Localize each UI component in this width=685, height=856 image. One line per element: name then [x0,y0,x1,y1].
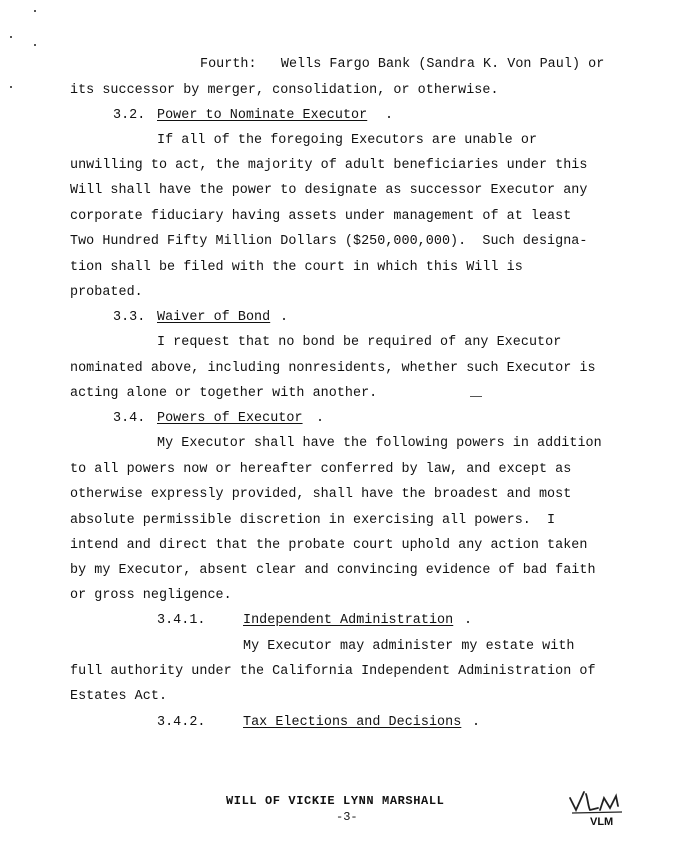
section-number: 3.4. [113,411,146,426]
heading-period: . [472,715,481,730]
section-number: 3.3. [113,310,146,325]
scan-speck [34,10,36,12]
paragraph-line: to all powers now or hereafter conferred by law, and except as [70,462,572,477]
scan-speck [34,44,36,46]
heading-period: . [280,310,289,325]
section-number: 3.4.1. [157,613,206,628]
section-heading: Power to Nominate Executor [157,108,368,123]
paragraph-line: My Executor may administer my estate with [243,639,575,654]
section-heading: Waiver of Bond [157,310,271,325]
heading-period: . [316,411,325,426]
scan-speck [10,36,12,38]
section-heading: Independent Administration [243,613,454,628]
paragraph-line: I request that no bond be required of any Executor [157,335,562,350]
paragraph-line: If all of the foregoing Executors are unable or [157,133,538,148]
heading-period: . [385,108,394,123]
paragraph-line: unwilling to act, the majority of adult beneficiaries under this [70,158,588,173]
section-number: 3.4.2. [157,715,206,730]
paragraph-line: probated. [70,285,143,300]
paragraph-line: otherwise expressly provided, shall have the broadest and most [70,487,572,502]
section-heading: Powers of Executor [157,411,303,426]
footer-initials: VLM [590,816,614,828]
paragraph-line: My Executor shall have the following powers in addition [157,436,602,451]
scan-speck [10,86,12,88]
paragraph-line: Two Hundred Fifty Million Dollars ($250,000,000). Such designa- [70,234,588,249]
paragraph-line: Will shall have the power to designate as successor Executor any [70,183,588,198]
paragraph-line: full authority under the California Independent Administration of [70,664,596,679]
footer-title: WILL OF VICKIE LYNN MARSHALL [226,794,445,808]
paragraph-line: Estates Act. [70,689,168,704]
paragraph-line: or gross negligence. [70,588,232,603]
paragraph-line: absolute permissible discretion in exercising all powers. I [70,513,556,528]
paragraph-line: Fourth: Wells Fargo Bank (Sandra K. Von Paul) or [200,57,605,72]
paragraph-line: intend and direct that the probate court uphold any action taken [70,538,588,553]
paragraph-line: by my Executor, absent clear and convincing evidence of bad faith [70,563,596,578]
page-number: -3- [336,810,358,824]
section-heading: Tax Elections and Decisions [243,715,462,730]
paragraph-line: acting alone or together with another. [70,386,378,401]
section-number: 3.2. [113,108,146,123]
scan-speck [470,396,482,397]
heading-period: . [464,613,473,628]
paragraph-line: its successor by merger, consolidation, or otherwise. [70,83,499,98]
paragraph-line: nominated above, including nonresidents, whether such Executor is [70,361,596,376]
paragraph-line: tion shall be filed with the court in which this Will is [70,260,523,275]
paragraph-line: corporate fiduciary having assets under management of at least [70,209,572,224]
